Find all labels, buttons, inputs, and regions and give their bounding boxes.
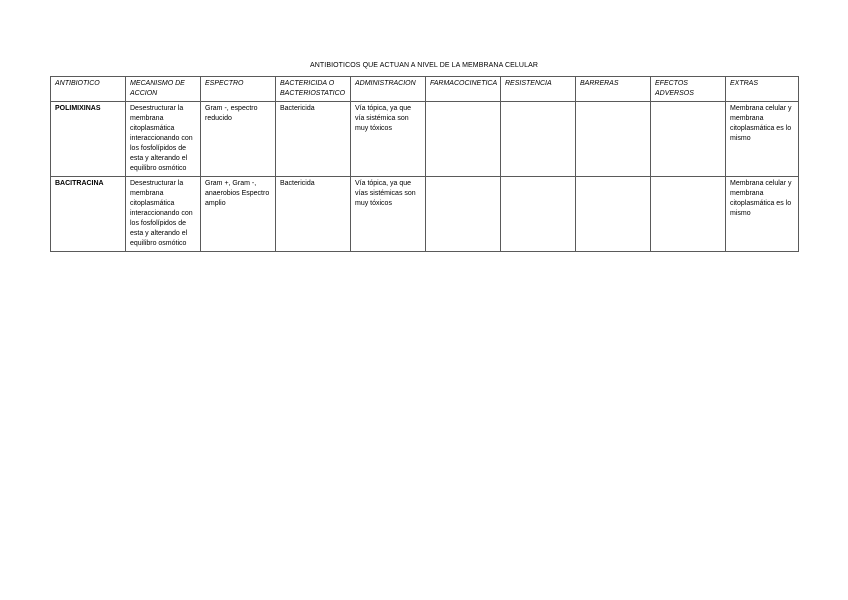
cell-bactericida: Bactericida xyxy=(276,102,351,177)
cell-antibiotico: POLIMIXINAS xyxy=(51,102,126,177)
header-antibiotico: ANTIBIOTICO xyxy=(51,77,126,102)
table-row xyxy=(51,177,799,252)
document-title: ANTIBIOTICOS QUE ACTUAN A NIVEL DE LA MEMBRANA CELULAR xyxy=(309,62,539,69)
antibiotics-table xyxy=(50,76,799,252)
cell-extras: Membrana celular y membrana citoplasmática es lo mismo xyxy=(726,177,799,252)
header-administracion: ADMINISTRACION xyxy=(351,77,426,102)
cell-mecanismo: Desestructurar la membrana citoplasmática interaccionando con los fosfolípidos de esta y alterando el equilibro osmótico xyxy=(126,102,201,177)
cell-barreras xyxy=(576,177,651,252)
cell-antibiotico: BACITRACINA xyxy=(51,177,126,252)
cell-farmacocinetica xyxy=(426,102,501,177)
header-farmacocinetica: FARMACOCINETICA xyxy=(426,77,501,102)
header-barreras: BARRERAS xyxy=(576,77,651,102)
header-efectos-adversos: EFECTOS ADVERSOS xyxy=(651,77,726,102)
cell-resistencia xyxy=(501,177,576,252)
table-header-row xyxy=(51,77,799,102)
header-resistencia: RESISTENCIA xyxy=(501,77,576,102)
header-extras: EXTRAS xyxy=(726,77,799,102)
cell-administracion: Vía tópica, ya que vías sistémicas son muy tóxicos xyxy=(351,177,426,252)
header-bactericida: BACTERICIDA O BACTERIOSTATICO xyxy=(276,77,351,102)
cell-espectro: Gram -, espectro reducido xyxy=(201,102,276,177)
cell-farmacocinetica xyxy=(426,177,501,252)
cell-efectos-adversos xyxy=(651,102,726,177)
cell-resistencia xyxy=(501,102,576,177)
cell-bactericida: Bactericida xyxy=(276,177,351,252)
cell-efectos-adversos xyxy=(651,177,726,252)
header-mecanismo: MECANISMO DE ACCION xyxy=(126,77,201,102)
cell-extras: Membrana celular y membrana citoplasmática es lo mismo xyxy=(726,102,799,177)
cell-barreras xyxy=(576,102,651,177)
cell-mecanismo: Desestructurar la membrana citoplasmática interaccionando con los fosfolípidos de esta y alterando el equilibro osmótico xyxy=(126,177,201,252)
cell-espectro: Gram +, Gram -, anaerobios Espectro amplio xyxy=(201,177,276,252)
header-espectro: ESPECTRO xyxy=(201,77,276,102)
cell-administracion: Vía tópica, ya que vía sistémica son muy tóxicos xyxy=(351,102,426,177)
table-row xyxy=(51,102,799,177)
